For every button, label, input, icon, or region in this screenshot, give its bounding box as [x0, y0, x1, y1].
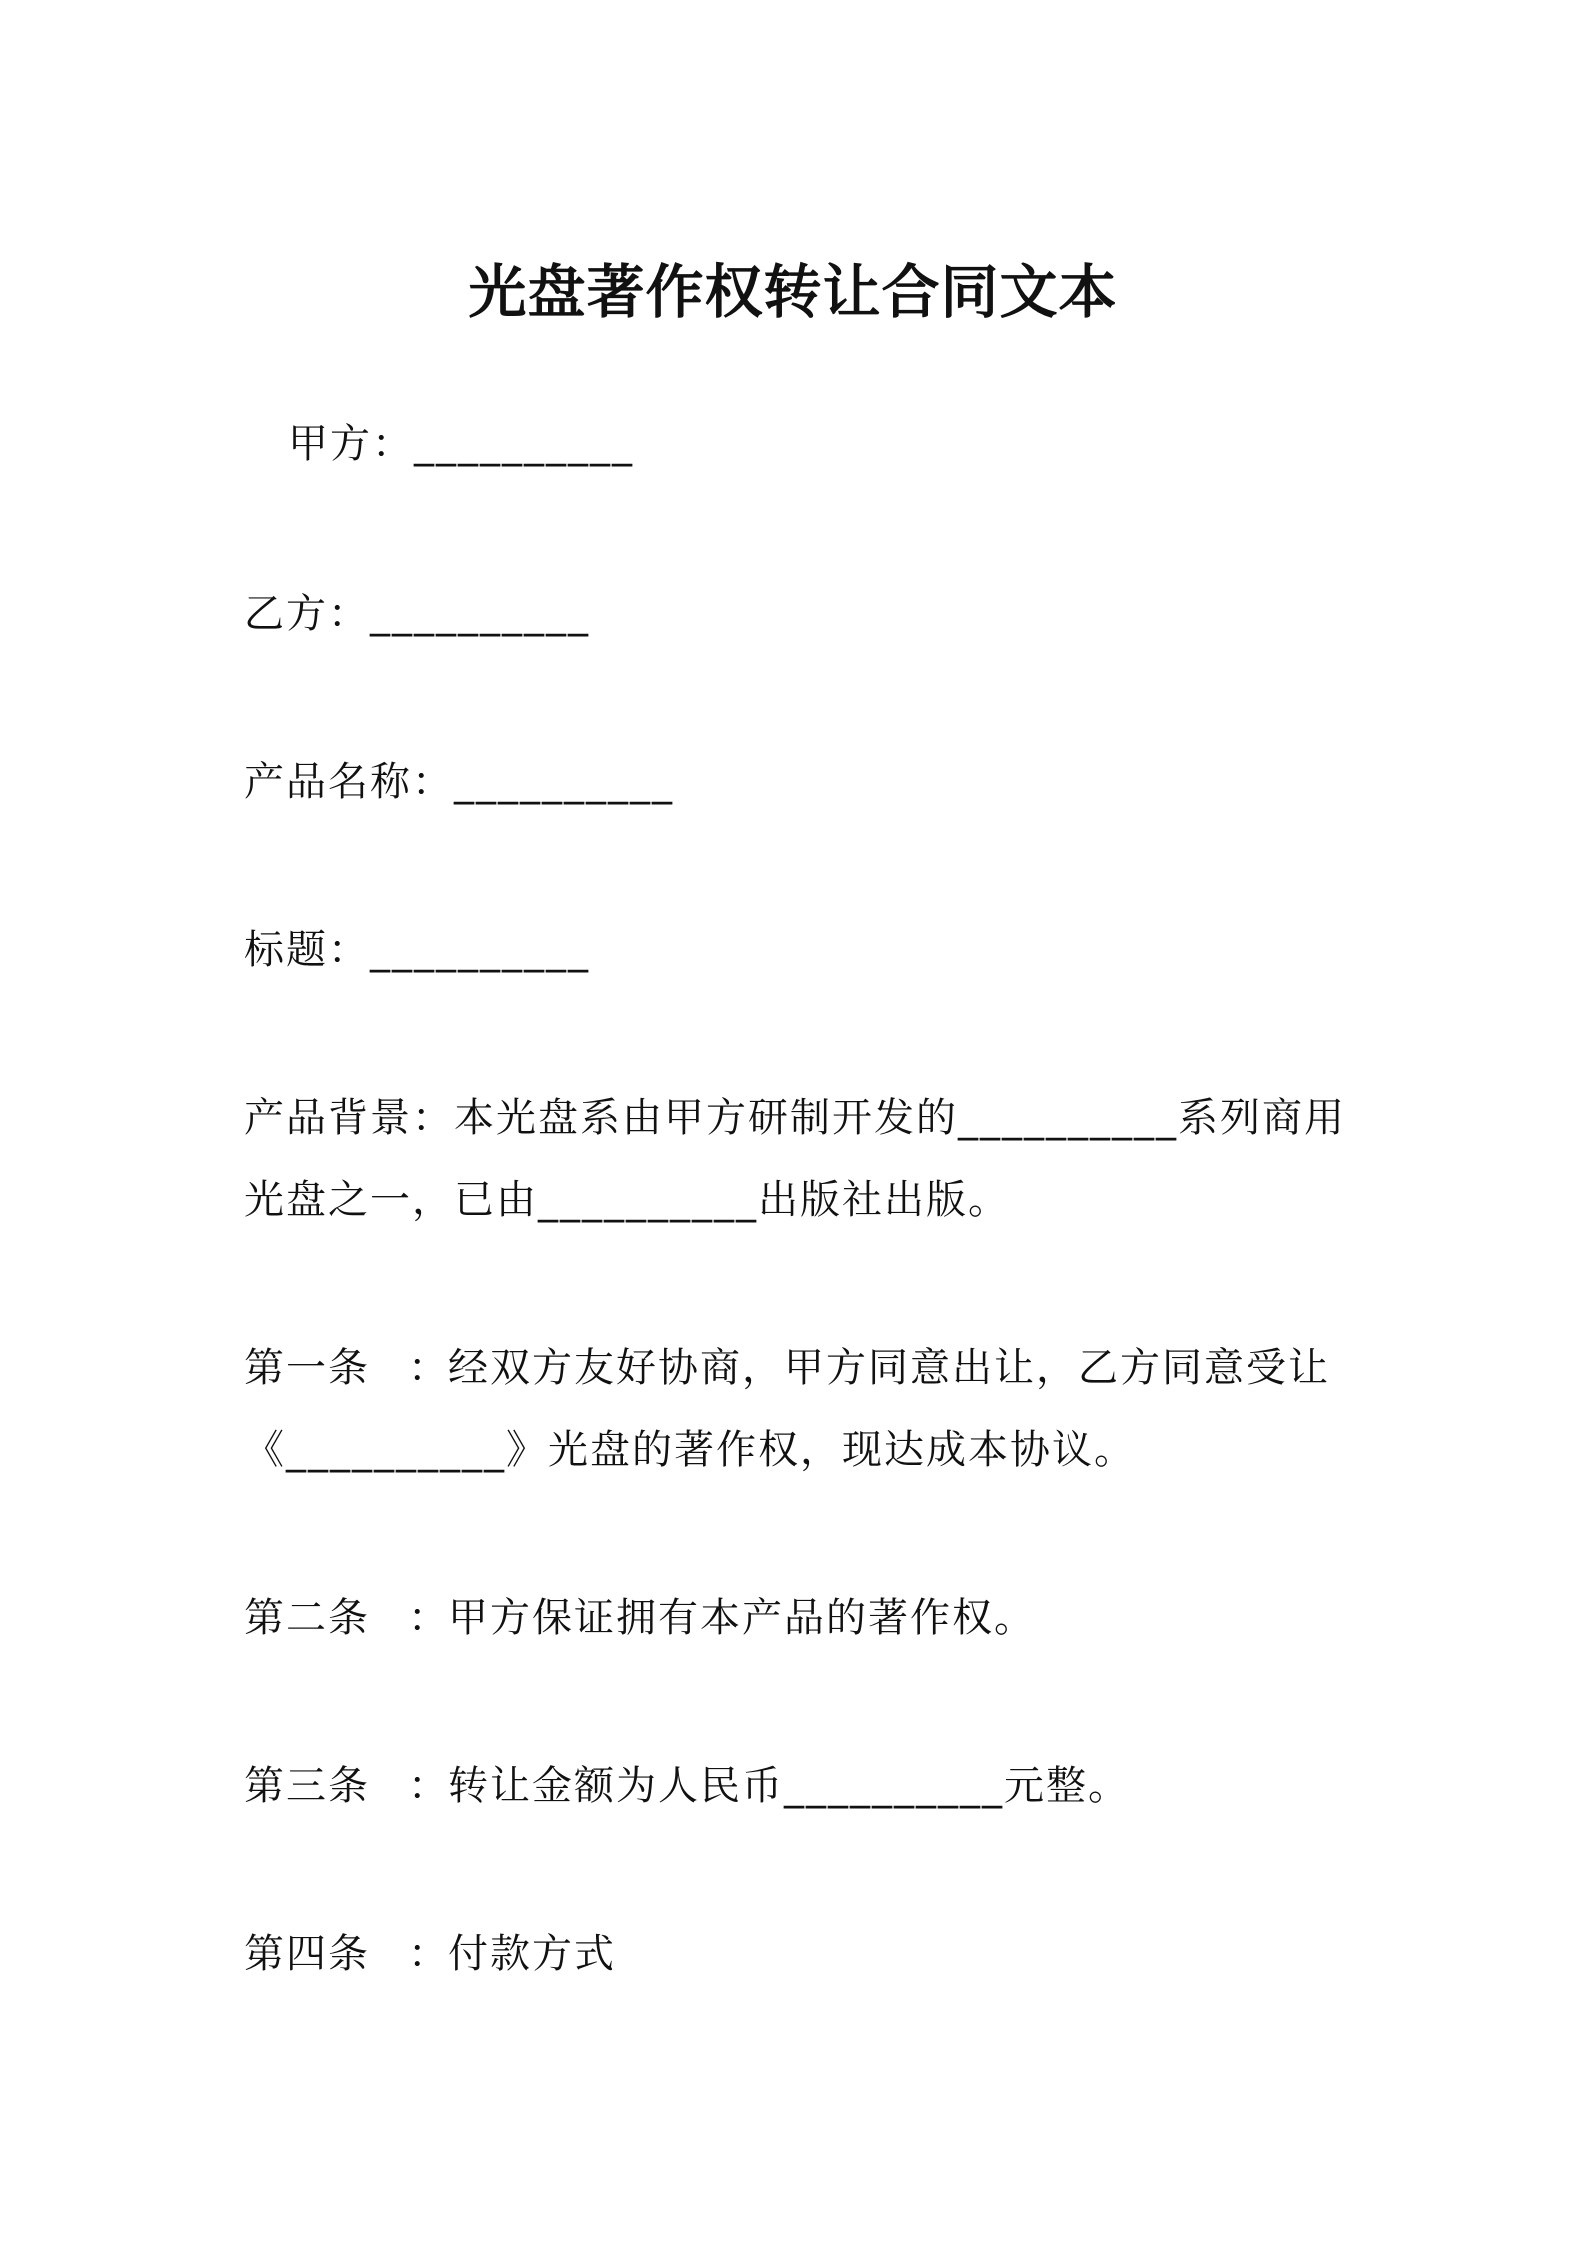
subject-field: 标题：__________: [244, 927, 590, 973]
article-colon: ：: [408, 1595, 450, 1641]
article-4: [244, 1924, 616, 1984]
article-colon: ：: [408, 1763, 450, 1809]
article-number: 第三条: [244, 1763, 370, 1809]
article-text: 付款方式: [448, 1931, 616, 1977]
background-line-2: 光盘之一，已由__________出版社出版。: [244, 1177, 1010, 1223]
article-text: 甲方保证拥有本产品的著作权。: [448, 1595, 1036, 1641]
article-1-line-2: 《__________》光盘的著作权，现达成本协议。: [244, 1427, 1136, 1473]
article-colon: ：: [408, 1345, 450, 1391]
article-number: 第四条: [244, 1931, 370, 1977]
product-name-field: 产品名称：__________: [244, 759, 674, 805]
article-text: 经双方友好协商，甲方同意出让，乙方同意受让: [448, 1345, 1330, 1391]
party-b-field: 乙方：__________: [244, 591, 590, 637]
article-text: 转让金额为人民币__________元整。: [448, 1763, 1130, 1809]
article-colon: ：: [408, 1931, 450, 1977]
document-title: 光盘著作权转让合同文本: [468, 258, 1118, 326]
article-1-line-1: [244, 1338, 1330, 1398]
article-number: 第二条: [244, 1595, 370, 1641]
article-number: 第一条: [244, 1345, 370, 1391]
background-line-1: 产品背景：本光盘系由甲方研制开发的__________系列商用: [244, 1095, 1346, 1141]
article-2: [244, 1588, 1036, 1648]
article-3: [244, 1756, 1130, 1816]
party-a-field: 甲方：__________: [288, 421, 634, 467]
